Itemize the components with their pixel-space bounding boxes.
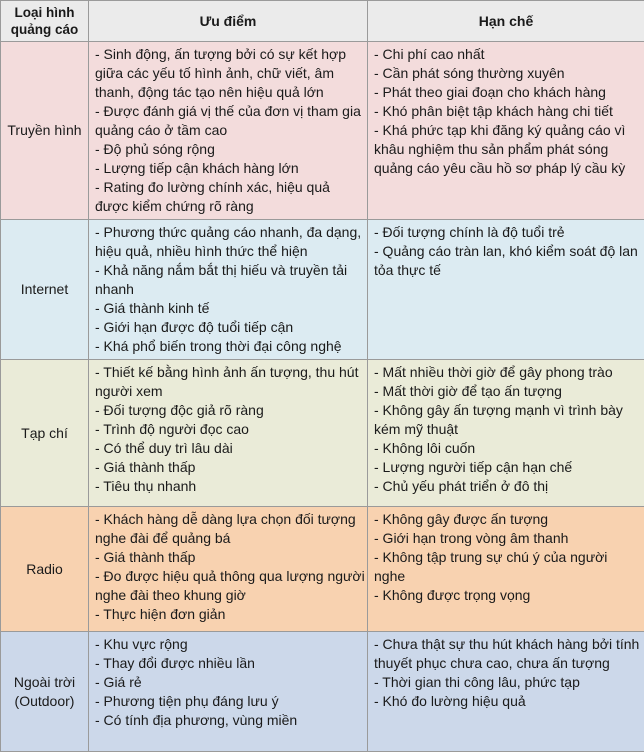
- cons-item: - Khó đo lường hiệu quả: [374, 692, 642, 711]
- header-type: Loại hình quảng cáo: [1, 1, 89, 42]
- pros-item: - Tiêu thụ nhanh: [95, 477, 365, 496]
- cons-item: - Khá phức tạp khi đăng ký quảng cáo vì khâu nghiệm thu sản phẩm phát sóng quảng cáo yêu cầu hồ sơ pháp lý cầu kỳ: [374, 121, 642, 178]
- type-cell: Truyền hình: [1, 42, 89, 220]
- cons-item: - Chi phí cao nhất: [374, 45, 642, 64]
- pros-item: - Giá thành kinh tế: [95, 299, 365, 318]
- header-row: [1, 1, 644, 42]
- pros-cell: [89, 632, 368, 752]
- pros-item: - Sinh động, ấn tượng bởi có sự kết hợp giữa các yếu tố hình ảnh, chữ viết, âm thanh, động tác tạo nên hiệu quả lớn: [95, 45, 365, 102]
- cons-item: - Thời gian thi công lâu, phức tạp: [374, 673, 642, 692]
- pros-item: - Khu vực rộng: [95, 635, 365, 654]
- cons-item: - Quảng cáo tràn lan, khó kiểm soát độ lan tỏa thực tế: [374, 242, 642, 280]
- cons-item: - Phát theo giai đoạn cho khách hàng: [374, 83, 642, 102]
- pros-item: - Khả năng nắm bắt thị hiếu và truyền tải nhanh: [95, 261, 365, 299]
- cons-item: - Không tập trung sự chú ý của người nghe: [374, 548, 642, 586]
- header-pros: Ưu điểm: [89, 1, 368, 42]
- row-internet: [1, 220, 644, 360]
- type-cell: Tạp chí: [1, 360, 89, 507]
- row-magazine: [1, 360, 644, 507]
- pros-item: - Độ phủ sóng rộng: [95, 140, 365, 159]
- cons-item: - Không gây ấn tượng mạnh vì trình bày kém mỹ thuật: [374, 401, 642, 439]
- cons-item: - Mất thời giờ để tạo ấn tượng: [374, 382, 642, 401]
- header-cons: Hạn chế: [368, 1, 644, 42]
- pros-cell: [89, 507, 368, 632]
- pros-cell: [89, 220, 368, 360]
- cons-cell: [368, 220, 644, 360]
- cons-item: - Lượng người tiếp cận hạn chế: [374, 458, 642, 477]
- cons-item: - Đối tượng chính là độ tuổi trẻ: [374, 223, 642, 242]
- pros-item: - Có thể duy trì lâu dài: [95, 439, 365, 458]
- pros-item: - Đối tượng độc giả rõ ràng: [95, 401, 365, 420]
- pros-item: - Thay đổi được nhiều lần: [95, 654, 365, 673]
- cons-cell: [368, 42, 644, 220]
- type-cell: Internet: [1, 220, 89, 360]
- row-outdoor: [1, 632, 644, 752]
- pros-item: - Thực hiện đơn giản: [95, 605, 365, 624]
- pros-item: - Giới hạn được độ tuổi tiếp cận: [95, 318, 365, 337]
- pros-item: - Phương tiện phụ đáng lưu ý: [95, 692, 365, 711]
- cons-item: - Không gây được ấn tượng: [374, 510, 642, 529]
- pros-item: - Lượng tiếp cận khách hàng lớn: [95, 159, 365, 178]
- pros-cell: [89, 360, 368, 507]
- cons-cell: [368, 507, 644, 632]
- pros-item: - Phương thức quảng cáo nhanh, đa dạng, hiệu quả, nhiều hình thức thể hiện: [95, 223, 365, 261]
- cons-item: - Khó phân biệt tập khách hàng chi tiết: [374, 102, 642, 121]
- pros-item: - Giá thành thấp: [95, 458, 365, 477]
- type-cell: Radio: [1, 507, 89, 632]
- row-radio: [1, 507, 644, 632]
- pros-item: - Thiết kế bằng hình ảnh ấn tượng, thu hút người xem: [95, 363, 365, 401]
- pros-cell: [89, 42, 368, 220]
- row-television: [1, 42, 644, 220]
- pros-item: - Khá phổ biến trong thời đại công nghệ: [95, 337, 365, 356]
- pros-item: - Được đánh giá vị thế của đơn vị tham gia quảng cáo ở tầm cao: [95, 102, 365, 140]
- pros-item: - Đo được hiệu quả thông qua lượng người nghe đài theo khung giờ: [95, 567, 365, 605]
- type-cell: Ngoài trời (Outdoor): [1, 632, 89, 752]
- cons-item: - Chủ yếu phát triển ở đô thị: [374, 477, 642, 496]
- cons-cell: [368, 632, 644, 752]
- cons-item: - Mất nhiều thời giờ để gây phong trào: [374, 363, 642, 382]
- cons-item: - Không được trọng vọng: [374, 586, 642, 605]
- cons-item: - Cần phát sóng thường xuyên: [374, 64, 642, 83]
- pros-item: - Rating đo lường chính xác, hiệu quả được kiểm chứng rõ ràng: [95, 178, 365, 216]
- cons-cell: [368, 360, 644, 507]
- cons-item: - Giới hạn trong vòng âm thanh: [374, 529, 642, 548]
- pros-item: - Trình độ người đọc cao: [95, 420, 365, 439]
- pros-item: - Giá rẻ: [95, 673, 365, 692]
- cons-item: - Chưa thật sự thu hút khách hàng bởi tính thuyết phục chưa cao, chưa ấn tượng: [374, 635, 642, 673]
- pros-item: - Khách hàng dễ dàng lựa chọn đối tượng nghe đài để quảng bá: [95, 510, 365, 548]
- cons-item: - Không lôi cuốn: [374, 439, 642, 458]
- pros-item: - Giá thành thấp: [95, 548, 365, 567]
- pros-item: - Có tính địa phương, vùng miền: [95, 711, 365, 730]
